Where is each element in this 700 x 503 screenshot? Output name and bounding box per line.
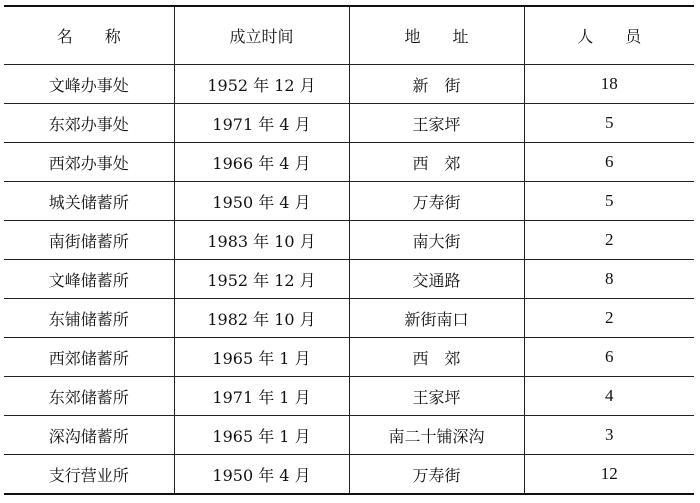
cell-address: 南大街 <box>349 221 524 260</box>
cell-established: 1983 年 10 月 <box>174 221 349 260</box>
table-row <box>4 221 694 260</box>
table-row <box>4 299 694 338</box>
cell-address: 南二十铺深沟 <box>349 416 524 455</box>
cell-name: 深沟储蓄所 <box>4 416 174 455</box>
branch-table <box>4 5 694 495</box>
cell-established: 1952 年 12 月 <box>174 65 349 104</box>
header-established: 成立时间 <box>174 6 349 65</box>
cell-staff: 8 <box>524 260 694 299</box>
cell-address: 交通路 <box>349 260 524 299</box>
cell-name: 文峰办事处 <box>4 65 174 104</box>
cell-established: 1971 年 1 月 <box>174 377 349 416</box>
cell-established: 1965 年 1 月 <box>174 416 349 455</box>
table-row <box>4 260 694 299</box>
cell-established: 1965 年 1 月 <box>174 338 349 377</box>
cell-established: 1950 年 4 月 <box>174 182 349 221</box>
cell-staff: 5 <box>524 104 694 143</box>
cell-staff: 18 <box>524 65 694 104</box>
cell-address: 王家坪 <box>349 104 524 143</box>
cell-established: 1982 年 10 月 <box>174 299 349 338</box>
cell-staff: 2 <box>524 221 694 260</box>
header-row <box>4 6 694 65</box>
cell-staff: 2 <box>524 299 694 338</box>
cell-address: 新街南口 <box>349 299 524 338</box>
branch-table-container <box>4 5 694 495</box>
cell-address: 王家坪 <box>349 377 524 416</box>
table-row <box>4 338 694 377</box>
cell-address: 新 街 <box>349 65 524 104</box>
table-row <box>4 455 694 495</box>
cell-name: 城关储蓄所 <box>4 182 174 221</box>
cell-address: 万寿街 <box>349 455 524 495</box>
cell-established: 1950 年 4 月 <box>174 455 349 495</box>
cell-name: 南街储蓄所 <box>4 221 174 260</box>
cell-name: 东铺储蓄所 <box>4 299 174 338</box>
header-staff: 人 员 <box>524 6 694 65</box>
header-address: 地 址 <box>349 6 524 65</box>
cell-name: 东郊储蓄所 <box>4 377 174 416</box>
table-row <box>4 416 694 455</box>
cell-staff: 12 <box>524 455 694 495</box>
cell-established: 1966 年 4 月 <box>174 143 349 182</box>
table-row <box>4 104 694 143</box>
header-name: 名 称 <box>4 6 174 65</box>
table-row <box>4 65 694 104</box>
cell-staff: 3 <box>524 416 694 455</box>
cell-established: 1971 年 4 月 <box>174 104 349 143</box>
cell-address: 万寿街 <box>349 182 524 221</box>
cell-name: 西郊储蓄所 <box>4 338 174 377</box>
cell-staff: 6 <box>524 143 694 182</box>
cell-established: 1952 年 12 月 <box>174 260 349 299</box>
cell-name: 文峰储蓄所 <box>4 260 174 299</box>
cell-staff: 4 <box>524 377 694 416</box>
cell-staff: 5 <box>524 182 694 221</box>
table-row <box>4 182 694 221</box>
cell-name: 西郊办事处 <box>4 143 174 182</box>
cell-staff: 6 <box>524 338 694 377</box>
table-row <box>4 143 694 182</box>
table-row <box>4 377 694 416</box>
cell-address: 西 郊 <box>349 338 524 377</box>
cell-name: 支行营业所 <box>4 455 174 495</box>
cell-name: 东郊办事处 <box>4 104 174 143</box>
cell-address: 西 郊 <box>349 143 524 182</box>
